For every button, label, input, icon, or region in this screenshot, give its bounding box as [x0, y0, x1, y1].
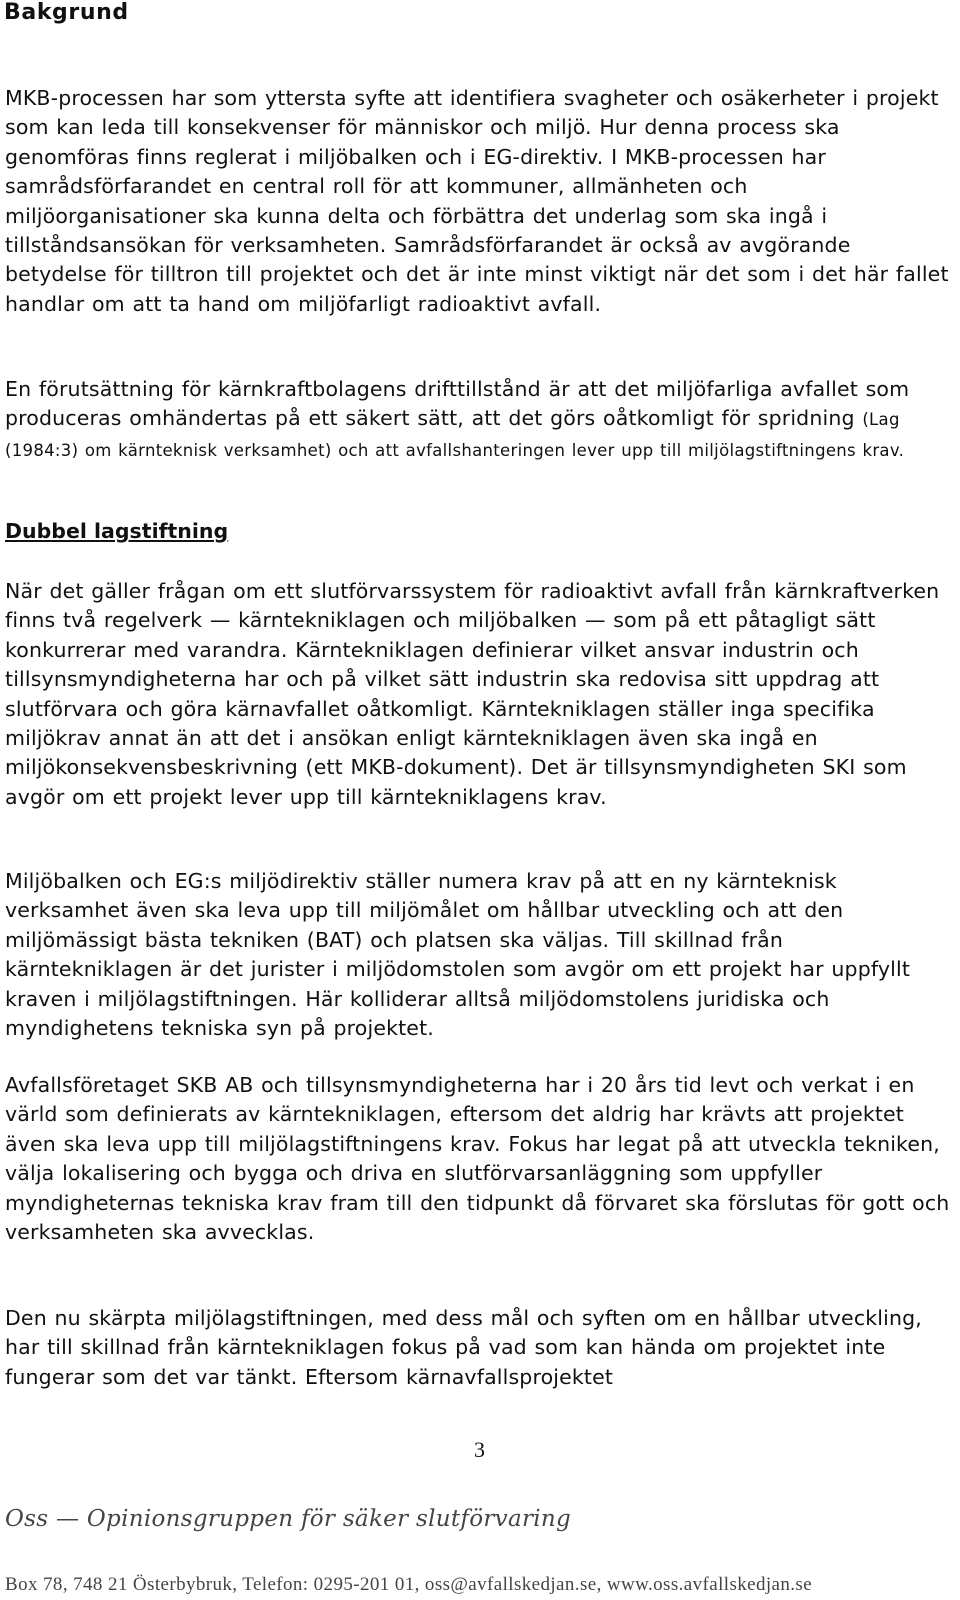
paragraph-regelverk: När det gäller frågan om ett slutförvarssystem för radioaktivt avfall från kärnkraftverken finns två regelverk — kärntekniklagen och miljöbalken — som på ett påtagligt sätt konkurrerar med varandra. Kärntekniklagen definierar vilket ansvar industrin och tillsynsmyndigheterna har och på vilket sätt industrin ska redovisa sitt uppdrag att slutförvara och göra kärnavfallet oåtkomligt. Kärntekniklagen ställer inga specifika miljökrav annat än att det i ansökan enligt kärntekniklagen även ska ingå en miljökonsekvensbeskrivning (ett MKB-dokument). Det är tillsynsmyndigheten SKI som avgör om ett projekt lever upp till kärntekniklagens krav.	[5, 579, 940, 809]
paragraph-drifttillstand	[5, 375, 953, 465]
paragraph-skb: Avfallsföretaget SKB AB och tillsynsmyndigheterna har i 20 års tid levt och verkat i en värld som definierats av kärntekniklagen, eftersom det aldrig har krävts att projektet även ska leva upp till miljölagstiftningens krav. Fokus har legat på att utveckla tekniken, välja lokalisering och bygga och driva en slutförvarsanläggning som uppfyller myndigheternas tekniska krav fram till den tidpunkt då förvaret ska förslutas för gott och verksamheten ska avvecklas.	[5, 1073, 950, 1245]
footer-organization: Oss — Opinionsgruppen för säker slutförvaring	[5, 1506, 572, 1532]
paragraph-drifttillstand-text: En förutsättning för kärnkraftbolagens drifttillstånd är att det miljöfarliga avfallet som produceras omhändertas på ett säkert sätt, att det görs oåtkomligt för spridning	[5, 377, 910, 431]
section-heading: Bakgrund	[4, 0, 129, 25]
subheading-dubbel-lagstiftning: Dubbel lagstiftning	[5, 519, 229, 543]
paragraph-mkb-process: MKB-processen har som yttersta syfte att identifiera svagheter och osäkerheter i projekt som kan leda till konsekvenser för människor och miljö. Hur denna process ska genomföras finns reglerat i miljöbalken och i EG-direktiv. I MKB-processen har samrådsförfarandet en central roll för att kommuner, allmänheten och miljöorganisationer ska kunna delta och förbättra det underlag som ska ingå i tillståndsansökan för verksamheten. Samrådsförfarandet är också av avgörande betydelse för tilltron till projektet och det är inte minst viktigt när det som i det här fallet handlar om att ta hand om miljöfarligt radioaktivt avfall.	[5, 86, 949, 316]
law-reference: (Lag (1984:3) om kärnteknisk verksamhet) och att avfallshanteringen lever upp till miljölagstiftningens krav.	[5, 410, 905, 460]
paragraph-miljobalken: Miljöbalken och EG:s miljödirektiv ställer numera krav på att en ny kärnteknisk verksamhet även ska leva upp till miljömålet om hållbar utveckling och att den miljömässigt bästa tekniken (BAT) och platsen ska väljas. Till skillnad från kärntekniklagen är det jurister i miljödomstolen som avgör om ett projekt har uppfyllt kraven i miljölagstiftningen. Här kolliderar alltså miljödomstolens juridiska och myndighetens tekniska syn på projektet.	[5, 869, 911, 1041]
page-number: 3	[474, 1437, 485, 1462]
footer-contact: Box 78, 748 21 Österbybruk, Telefon: 0295-201 01, oss@avfallskedjan.se, www.oss.avfallskedjan.se	[5, 1574, 813, 1595]
paragraph-miljolagstiftning: Den nu skärpta miljölagstiftningen, med dess mål och syften om en hållbar utveckling, har till skillnad från kärntekniklagen fokus på vad som kan hända om projektet inte fungerar som det var tänkt. Eftersom kärnavfallsprojektet	[5, 1306, 922, 1389]
